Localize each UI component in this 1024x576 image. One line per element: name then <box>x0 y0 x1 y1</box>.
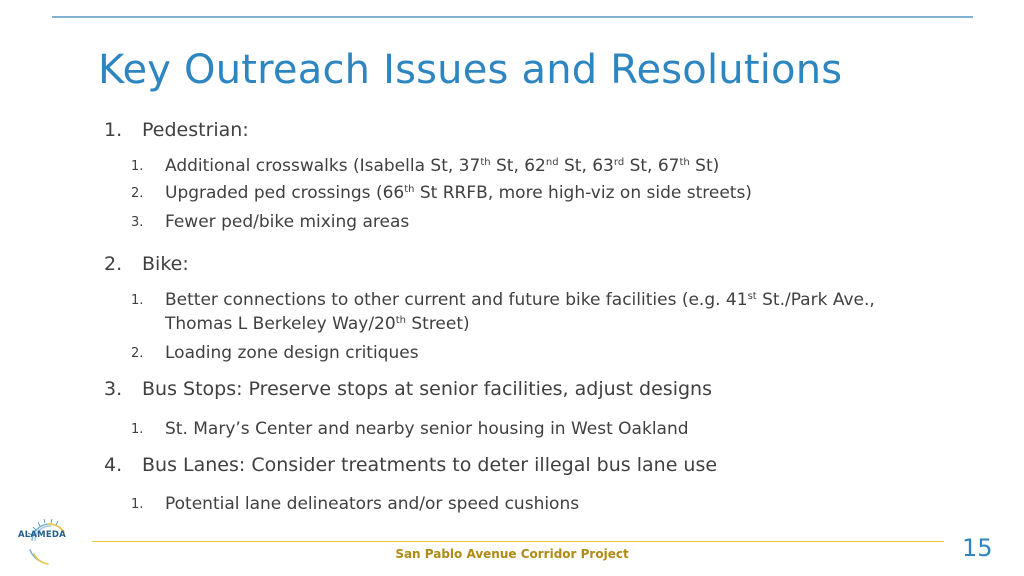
sub-item-number: 2. <box>131 186 144 201</box>
sub-list-item <box>131 154 921 178</box>
list-item-number: 1. <box>104 119 123 141</box>
list-item-label: Bus Lanes: Consider treatments to deter illegal bus lane use <box>142 454 718 476</box>
sub-item-number: 1. <box>131 159 144 174</box>
list-item <box>104 118 249 142</box>
top-rule <box>52 16 973 18</box>
sub-item-number: 2. <box>131 346 144 361</box>
sub-list-item <box>131 417 921 441</box>
list-item <box>104 377 712 401</box>
sub-item-number: 3. <box>131 215 144 230</box>
sub-item-text: Upgraded ped crossings (66th St RRFB, more high-viz on side streets) <box>165 183 752 203</box>
list-item-label: Bus Stops: Preserve stops at senior facilities, adjust designs <box>142 378 712 400</box>
page-number: 15 <box>962 534 993 562</box>
sub-item-number: 1. <box>131 293 144 308</box>
sub-item-number: 1. <box>131 422 144 437</box>
sub-item-text: Better connections to other current and future bike facilities (e.g. 41st St./Park Ave., Thomas L Berkeley Way/20th Street) <box>165 290 875 334</box>
list-item-number: 4. <box>104 454 123 476</box>
sub-list-item <box>131 181 921 205</box>
sub-list-item <box>131 341 921 365</box>
sub-item-text: St. Mary’s Center and nearby senior housing in West Oakland <box>165 419 689 439</box>
sub-list-item <box>131 288 921 336</box>
list-item <box>104 252 189 276</box>
sub-item-text: Fewer ped/bike mixing areas <box>165 212 410 232</box>
sub-item-text: Additional crosswalks (Isabella St, 37th St, 62nd St, 63rd St, 67th St) <box>165 156 720 176</box>
sub-item-number: 1. <box>131 497 144 512</box>
list-item <box>104 453 717 477</box>
list-item-number: 2. <box>104 253 123 275</box>
logo-wordmark: ALAMEDA <box>18 530 66 540</box>
sub-list-item <box>131 210 921 234</box>
list-item-label: Bike: <box>142 253 189 275</box>
sub-item-text: Loading zone design critiques <box>165 343 419 363</box>
sub-list-item <box>131 492 921 516</box>
footer-rule <box>92 541 944 542</box>
list-item-label: Pedestrian: <box>142 119 249 141</box>
slide-title: Key Outreach Issues and Resolutions <box>98 47 843 93</box>
footer-project-name: San Pablo Avenue Corridor Project <box>395 547 629 561</box>
sub-item-text: Potential lane delineators and/or speed cushions <box>165 494 580 514</box>
list-item-number: 3. <box>104 378 123 400</box>
